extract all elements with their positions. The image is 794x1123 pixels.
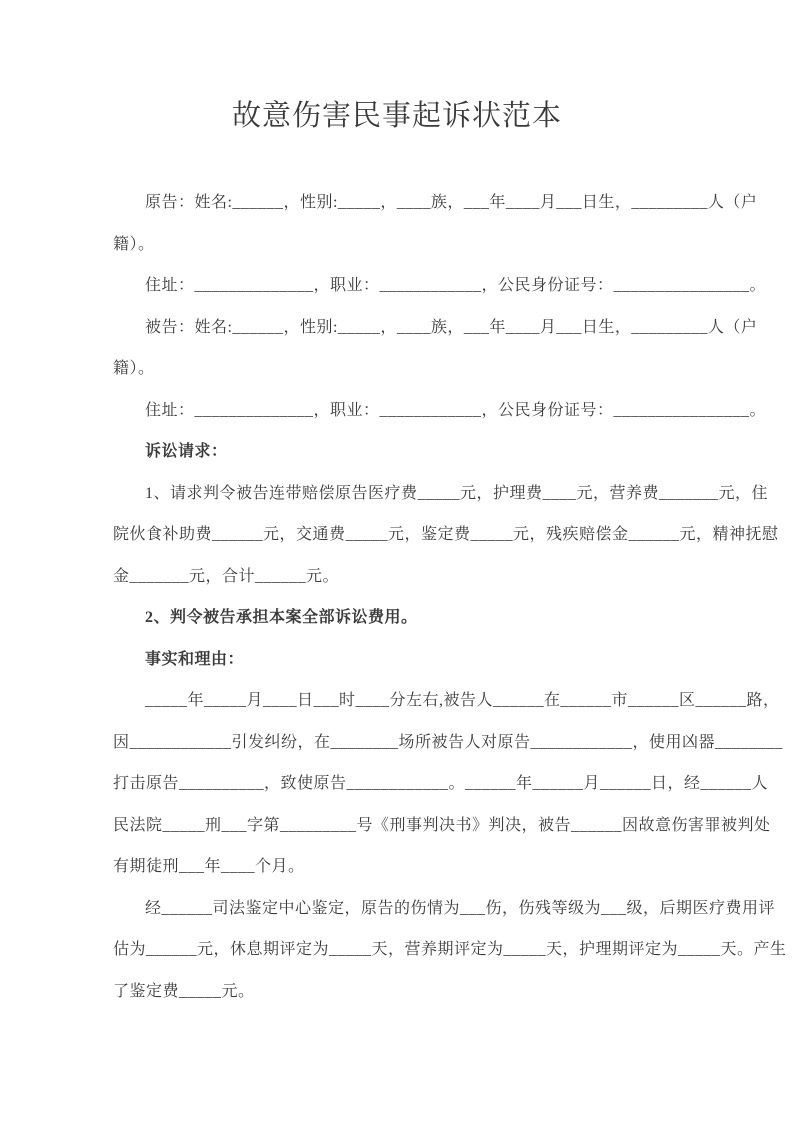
document-line: 因____________引发纠纷，在________场所被告人对原告____________，使用凶器________ (113, 733, 784, 751)
document-line: 估为______元，休息期评定为_____天，营养期评定为_____天，护理期评定为_____天。产生 (113, 941, 787, 958)
document-line: 1、请求判令被告连带赔偿原告医疗费_____元，护理费____元，营养费_______元，住 (145, 484, 769, 502)
document-line: 院伙食补助费______元，交通费_____元，鉴定费_____元，残疾赔偿金______元，精神抚慰 (113, 526, 779, 543)
document-title: 故意伤害民事起诉状范本 (231, 100, 562, 132)
document-line: 2、判令被告承担本案全部诉讼费用。 (145, 609, 418, 626)
document-line: 民法院_____刑___字第_________号《刑事判决书》判决，被告______因故意伤害罪被判处 (113, 816, 771, 834)
document-line: 住址：______________，职业：____________，公民身份证号：________________。 (145, 277, 767, 294)
document-line: 被告：姓名:______，性别:_____，____族，___年____月___日生，_________人（户 (145, 318, 758, 336)
document-line: 住址：______________，职业：____________，公民身份证号：________________。 (145, 401, 767, 419)
document-line: 了鉴定费_____元。 (113, 982, 255, 1000)
document-body (113, 182, 787, 1012)
document-line: 籍）。 (113, 235, 155, 253)
document-line: 籍）。 (113, 360, 155, 377)
document-line: 经______司法鉴定中心鉴定，原告的伤情为___伤，伤残等级为___级，后期医疗费用评 (145, 899, 776, 917)
document-line: 有期徒刑___年____个月。 (113, 858, 305, 875)
document-line: 事实和理由： (145, 650, 245, 668)
document-line: _____年_____月____日___时____分左右,被告人______在______市______区______路， (145, 692, 780, 709)
document-line: 打击原告__________，致使原告____________。______年______月______日，经______人 (113, 775, 769, 792)
document-line: 金_______元，合计______元。 (113, 567, 340, 585)
document-line: 诉讼请求： (145, 443, 228, 460)
document-line: 原告：姓名:______，性别:_____，____族，___年____月___日生，_________人（户 (145, 194, 758, 211)
